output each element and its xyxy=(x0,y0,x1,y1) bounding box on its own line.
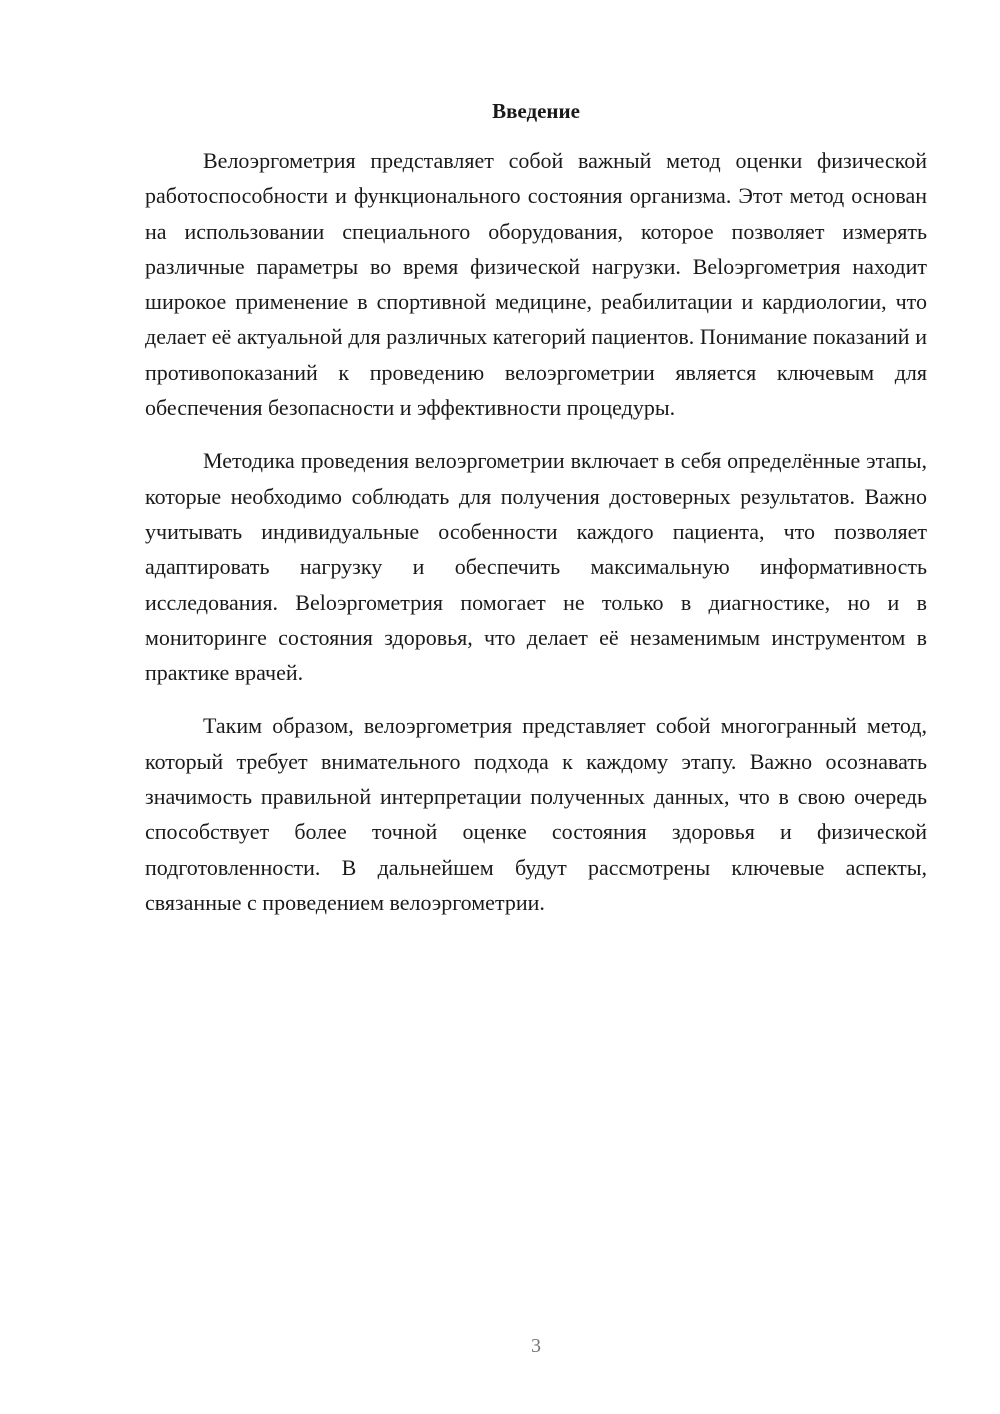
paragraph-2: Методика проведения велоэргометрии включает в себя определённые этапы, которые необходимо соблюдать для получения достоверных результатов. Важно учитывать индивидуальные особенности каждого пациента, что позволяет адаптировать нагрузку и обеспечить максимальную информативность исследования. Belоэргометрия помогает не только в диагностике, но и в мониторинге состояния здоровья, что делает её незаменимым инструментом в практике врачей. xyxy=(145,448,927,686)
page-number: 3 xyxy=(531,1335,541,1357)
paragraph-3: Таким образом, велоэргометрия представляет собой многогранный метод, который требует внимательного подхода к каждому этапу. Важно осознавать значимость правильной интерпретации полученных данных, что в свою очередь способствует более точной оценке состояния здоровья и физической подготовленности. В дальнейшем будут рассмотрены ключевые аспекты, связанные с проведением велоэргометрии. xyxy=(145,713,927,915)
body-text xyxy=(145,143,927,938)
section-heading: Введение xyxy=(492,99,580,123)
paragraph-1: Велоэргометрия представляет собой важный метод оценки физической работоспособности и функционального состояния организма. Этот метод основан на использовании специального оборудования, которое позволяет измерять различные параметры во время физической нагрузки. Belоэргометрия находит широкое применение в спортивной медицине, реабилитации и кардиологии, что делает её актуальной для различных категорий пациентов. Понимание показаний и противопоказаний к проведению велоэргометрии является ключевым для обеспечения безопасности и эффективности процедуры. xyxy=(145,148,927,421)
